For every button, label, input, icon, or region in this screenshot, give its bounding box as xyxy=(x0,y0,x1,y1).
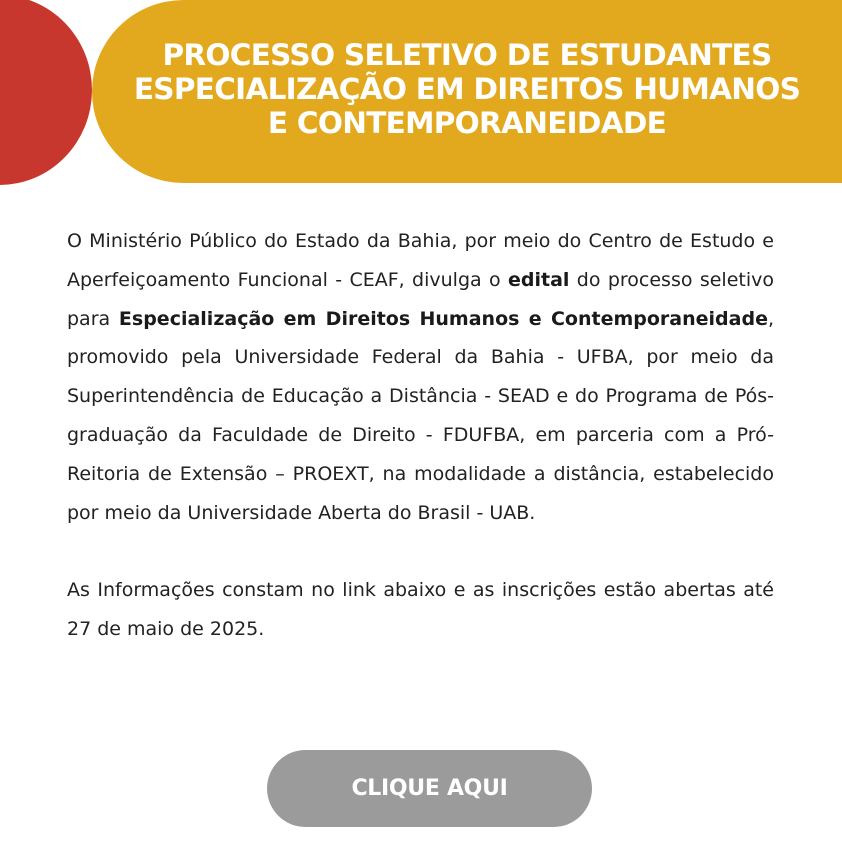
announcement-paragraph-2: As Informações constam no link abaixo e as inscrições estão abertas até 27 de maio de 2025. xyxy=(67,579,774,640)
title-line-3: E CONTEMPORANEIDADE xyxy=(267,106,667,140)
p1-text-3: , promovido pela Universidade Federal da Bahia - UFBA, por meio da Superintendência de Educação a Distância - SEAD e do Programa de Pós-graduação da Faculdade de Direito - FDUFBA, em parceria com a Pró-Reitoria de Extensão – PROEXT, na modalidade a distância, estabelecido por meio da Universidade Aberta do Brasil - UAB. xyxy=(67,307,774,524)
title-line-1: PROCESSO SELETIVO DE ESTUDANTES xyxy=(162,38,772,72)
p1-text-2: do processo seletivo para xyxy=(67,268,774,330)
click-here-button[interactable]: CLIQUE AQUI xyxy=(267,750,592,827)
title-line-2: ESPECIALIZAÇÃO EM DIREITOS HUMANOS xyxy=(133,72,801,106)
page-title xyxy=(92,38,842,140)
p1-bold-course-name: Especialização em Direitos Humanos e Contemporaneidade xyxy=(118,307,768,330)
p1-text-1: O Ministério Público do Estado da Bahia, por meio do Centro de Estudo e Aperfeiçoamento Funcional - CEAF, divulga o xyxy=(67,230,774,291)
announcement-body xyxy=(67,222,774,649)
announcement-paragraph-1 xyxy=(67,222,774,532)
p1-bold-edital: edital xyxy=(508,268,570,291)
red-decorative-circle xyxy=(0,0,92,185)
